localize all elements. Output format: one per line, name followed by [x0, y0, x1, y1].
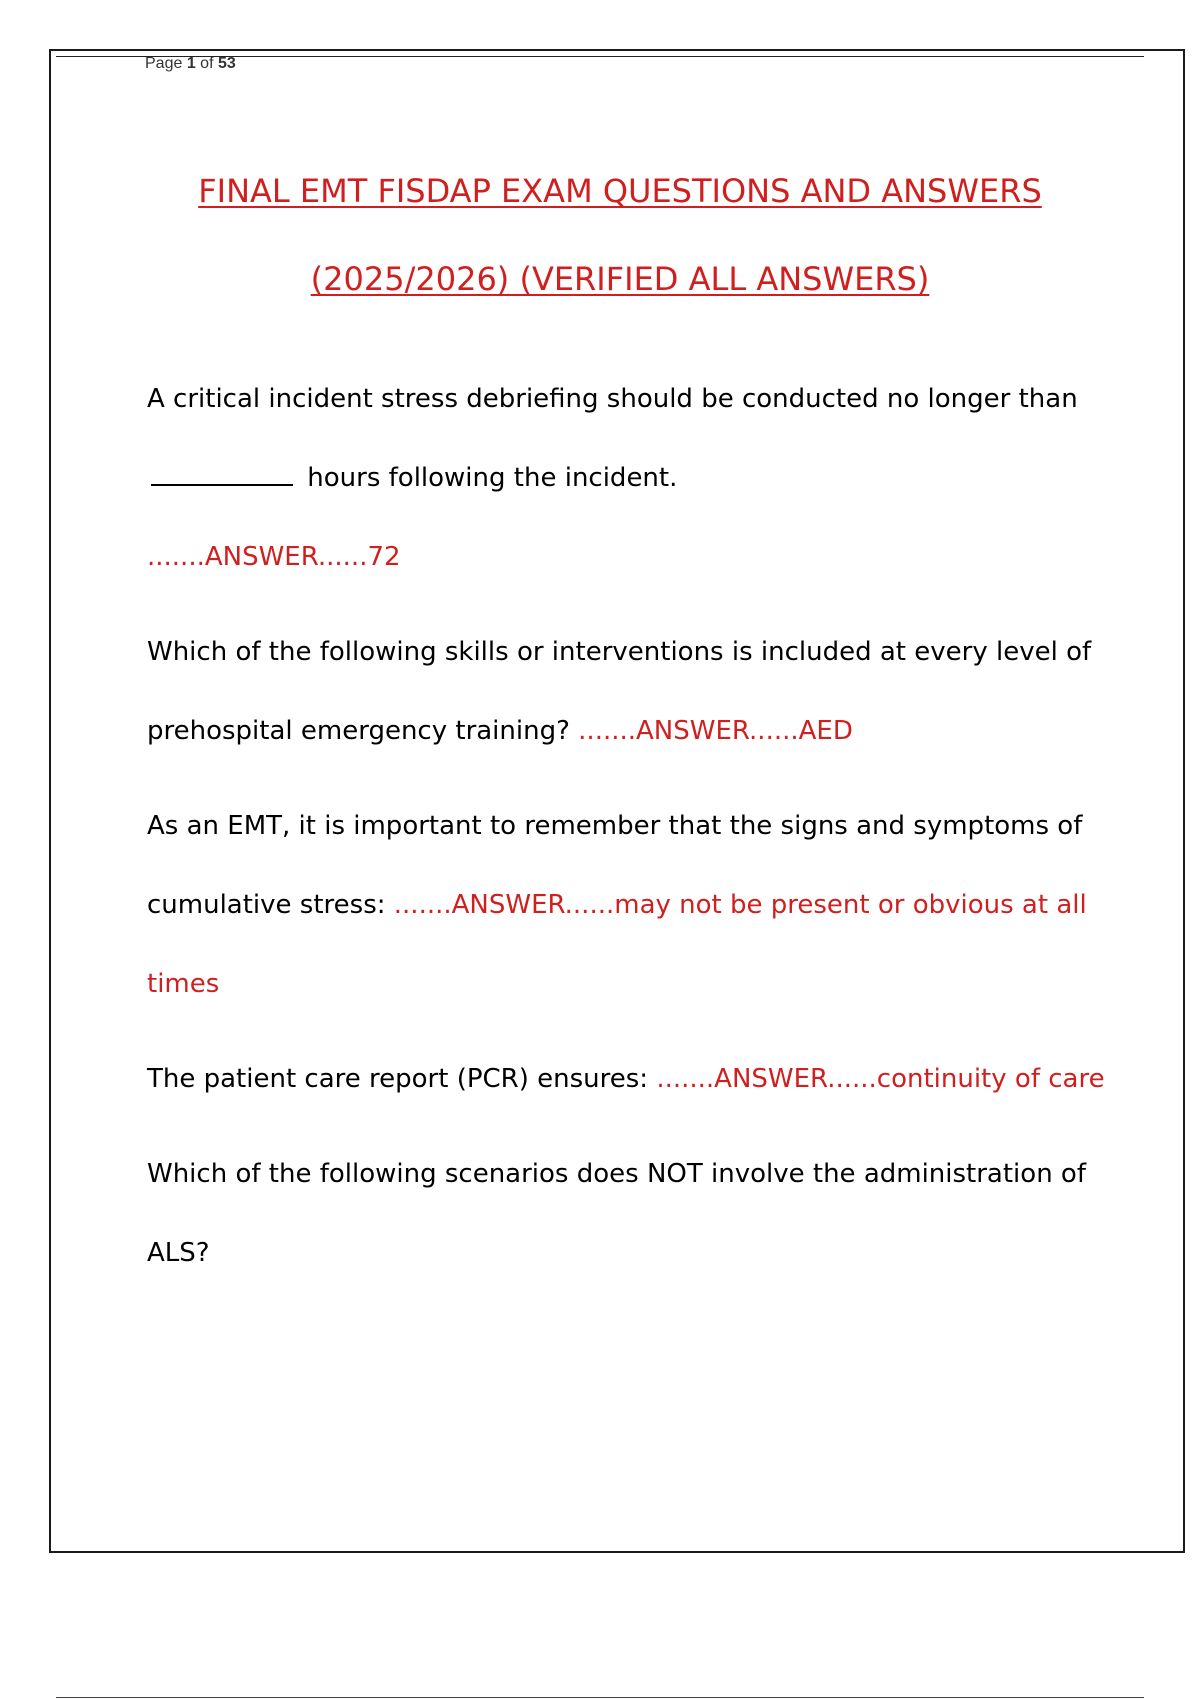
document-title-line2: (2025/2026) (VERIFIED ALL ANSWERS) [310, 260, 930, 298]
page-current: 1 [186, 55, 196, 72]
question-item [147, 360, 1147, 597]
fill-in-blank [151, 462, 293, 486]
page-of: of [195, 55, 218, 72]
page-prefix: Page [145, 55, 187, 72]
answer-text: .......ANSWER......continuity of care [656, 1064, 1105, 1094]
question-text: Which of the following scenarios does NOT involve the administration of ALS? [147, 1159, 1086, 1268]
question-item [147, 1135, 1147, 1293]
question-text: A critical incident stress debriefing should be conducted no longer than [147, 384, 1078, 414]
question-item [147, 1040, 1147, 1119]
question-text: hours following the incident. [307, 463, 678, 493]
footer-rule [56, 1697, 1144, 1698]
question-text: The patient care report (PCR) ensures: [147, 1064, 649, 1094]
question-text: Which of the following skills or interventions is included at every level of prehospital emergency training? [147, 637, 1092, 746]
page-total: 53 [217, 55, 236, 72]
question-text: As an EMT, it is important to remember that the signs and symptoms of cumulative stress: [147, 811, 1083, 920]
page-number [145, 54, 236, 74]
question-item [147, 787, 1147, 1024]
document-title-line1: FINAL EMT FISDAP EXAM QUESTIONS AND ANSWERS [198, 172, 1042, 210]
answer-text: .......ANSWER......may not be present or obvious at all times [147, 890, 1087, 999]
answer-text: .......ANSWER......72 [147, 542, 401, 572]
question-list [147, 360, 1147, 1293]
question-item [147, 613, 1147, 771]
answer-text: .......ANSWER......AED [578, 716, 853, 746]
